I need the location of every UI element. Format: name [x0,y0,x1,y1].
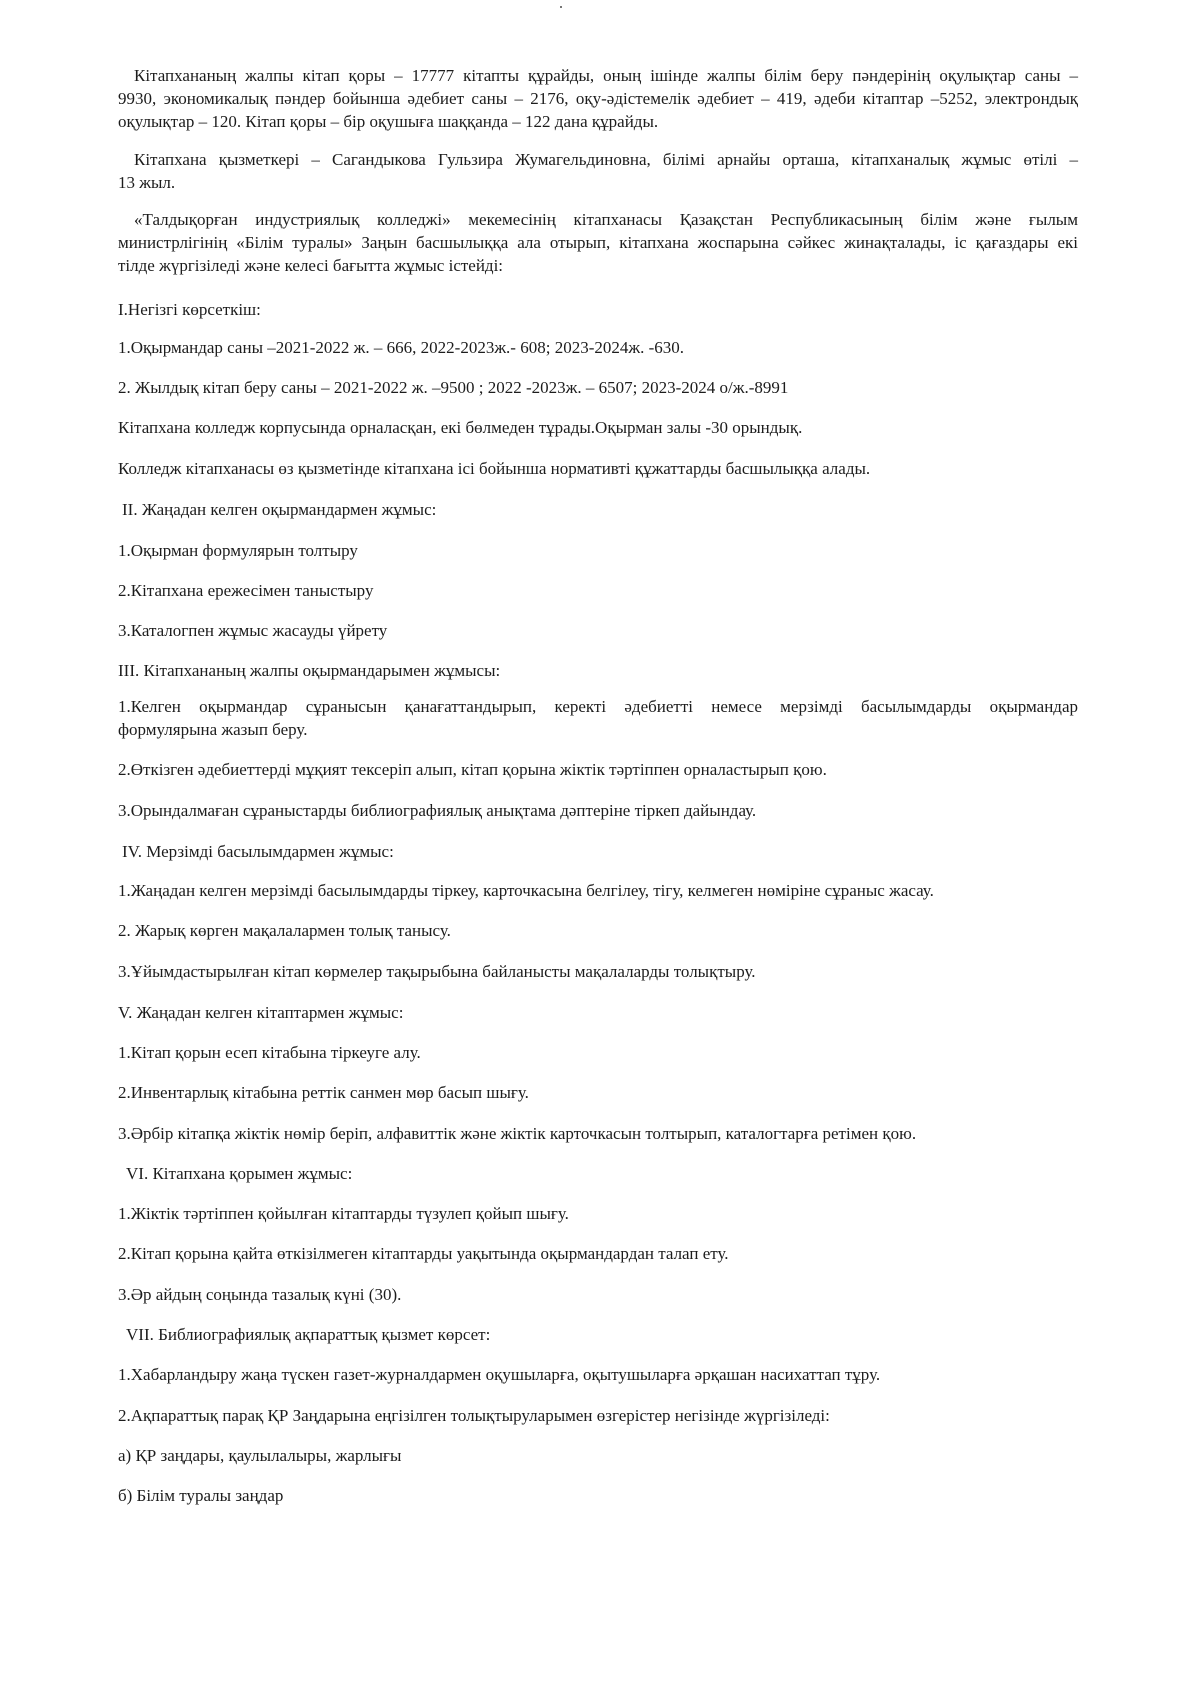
list-item: 1.Хабарландыру жаңа түскен газет-журналдармен оқушыларға, оқытушыларға әрқашан насихаттап тұру. [118,1365,881,1384]
list-item: 3.Каталогпен жұмыс жасауды үйрету [118,621,388,640]
text-line: «Талдықорған индустриялық колледжі» мекемесінің кітапханасы Қазақстан Республикасының білім және ғылым [134,210,1078,229]
list-item: 1.Оқырмандар саны –2021-2022 ж. – 666, 2022-2023ж.- 608; 2023-2024ж. -630. [118,338,685,357]
list-item: 2. Жарық көрген мақалалармен толық танысу. [118,921,451,940]
list-item: а) ҚР заңдары, қаулылалыры, жарлығы [118,1446,402,1465]
text-line: оқулықтар – 120. Кітап қоры – бір оқушыға шаққанда – 122 дана құрайды. [118,112,659,131]
list-item: 2.Өткізген әдебиеттерді мұқият тексеріп алып, кітап қорына жіктік тәртіппен орналастырып қою. [118,760,827,779]
list-item: 2. Жылдық кітап беру саны – 2021-2022 ж. –9500 ; 2022 -2023ж. – 6507; 2023-2024 о/ж.-8991 [118,378,789,397]
text-line: тілде жүргізіледі және келесі бағытта жұмыс істейді: [118,256,504,275]
list-item: 1.Жіктік тәртіппен қойылған кітаптарды түзулеп қойып шығу. [118,1204,569,1223]
list-item: 1.Кітап қорын есеп кітабына тіркеуге алу. [118,1043,421,1062]
note-text: Колледж кітапханасы өз қызметінде кітапхана ісі бойынша нормативті құжаттарды басшылыққа алады. [118,459,871,478]
text-line: Кітапхана қызметкері – Сагандыкова Гульзира Жумагельдиновна, білімі арнайы орташа, кітапханалық жұмыс өтілі – [134,150,1078,169]
section-heading-2: II. Жаңадан келген оқырмандармен жұмыс: [122,500,437,519]
text-line: Кітапхананың жалпы кітап қоры – 17777 кітапты құрайды, оның ішінде жалпы білім беру пәндерінің оқулықтар саны – [134,66,1078,85]
intro-paragraph-staff [118,148,1078,194]
list-item: 2.Кітапхана ережесімен таныстыру [118,581,374,600]
list-item: 2.Кітап қорына қайта өткізілмеген кітаптарды уақытында оқырмандардан талап ету. [118,1244,729,1263]
section-heading-7: VII. Библиографиялық ақпараттық қызмет көрсет: [126,1325,491,1344]
text-line: 13 жыл. [118,173,176,192]
text-line: 9930, экономикалық пәндер бойынша әдебиет саны – 2176, оқу-әдістемелік әдебиет – 419, әдеби кітаптар –5252, электрондық [118,89,1078,108]
list-item: 3.Әрбір кітапқа жіктік нөмір беріп, алфавиттік және жіктік карточкасын толтырып, каталогтарға ретімен қою. [118,1124,917,1143]
section-heading-4: IV. Мерзімді басылымдармен жұмыс: [122,842,394,861]
text-line: министрлігінің «Білім туралы» Заңын басшылыққа ала отырып, кітапхана жоспарына сәйкес жинақталады, іс қағаздары екі [118,233,1078,252]
intro-paragraph-college [118,208,1078,277]
section-heading-5: V. Жаңадан келген кітаптармен жұмыс: [118,1003,404,1022]
list-item [118,695,1078,741]
section-heading-6: VI. Кітапхана қорымен жұмыс: [126,1164,353,1183]
list-item: 2.Инвентарлық кітабына реттік санмен мөр басып шығу. [118,1083,529,1102]
note-text: Кітапхана колледж корпусында орналасқан, екі бөлмеден тұрады.Оқырман залы -30 орындық. [118,418,803,437]
text-line: 1.Келген оқырмандар сұранысын қанағаттандырып, керекті әдебиетті немесе мерзімді басылымдарды оқырмандар [118,697,1078,716]
list-item: 3.Орындалмаған сұраныстарды библиографиялық анықтама дәптеріне тіркеп дайындау. [118,801,757,820]
section-heading-1: I.Негізгі көрсеткіш: [118,300,261,319]
text-line: формулярына жазып беру. [118,720,308,739]
list-item: б) Білім туралы заңдар [118,1486,284,1505]
section-heading-3: III. Кітапхананың жалпы оқырмандарымен жұмысы: [118,661,501,680]
scan-speck [560,6,562,8]
list-item: 3.Әр айдың соңында тазалық күні (30). [118,1285,402,1304]
intro-paragraph-fund [118,64,1078,133]
list-item: 1.Оқырман формулярын толтыру [118,541,358,560]
list-item: 3.Ұйымдастырылған кітап көрмелер тақырыбына байланысты мақалаларды толықтыру. [118,962,756,981]
list-item: 2.Ақпараттық парақ ҚР Заңдарына еңгізілген толықтыруларымен өзгерістер негізінде жүргізіледі: [118,1406,830,1425]
list-item: 1.Жаңадан келген мерзімді басылымдарды тіркеу, карточкасына белгілеу, тігу, келмеген нөміріне сұраныс жасау. [118,881,934,900]
